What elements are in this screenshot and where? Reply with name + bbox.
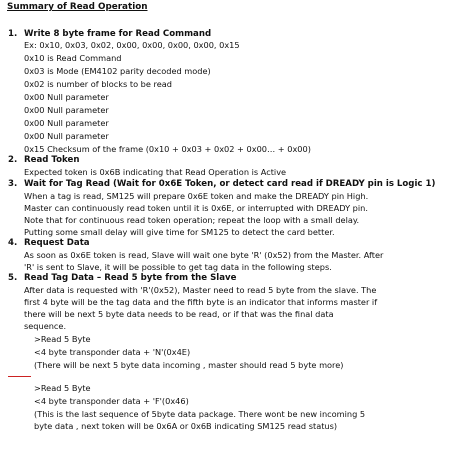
step-1-number: 1. <box>8 29 18 39</box>
step-5-line: first 4 byte will be the tag data and the fifth byte is an indicator that informs master if <box>24 297 378 307</box>
block-a-line: >Read 5 Byte <box>34 334 91 344</box>
block-a-line: (There will be next 5 byte data incoming , master should read 5 byte more) <box>34 360 344 370</box>
step-3-line: Master can continuously read token until it is 0x6E, or interrupted with DREADY pin. <box>24 203 368 213</box>
step-1-line: 0x00 Null parameter <box>24 131 109 141</box>
step-1-line: 0x02 is number of blocks to be read <box>24 79 172 89</box>
block-b-line: >Read 5 Byte <box>34 383 91 393</box>
step-4-line: As soon as 0x6E token is read, Slave will wait one byte 'R' (0x52) from the Master. After <box>24 250 384 260</box>
step-4-heading: Request Data <box>24 238 90 248</box>
step-3-number: 3. <box>8 179 18 189</box>
step-4-number: 4. <box>8 238 18 248</box>
step-1-line: Ex: 0x10, 0x03, 0x02, 0x00, 0x00, 0x00, 0x00, 0x15 <box>24 40 240 50</box>
block-b-line: <4 byte transponder data + 'F'(0x46) <box>34 396 189 406</box>
step-5-line: there will be next 5 byte data needs to be read, or if that was the final data <box>24 309 334 319</box>
step-5-number: 5. <box>8 273 18 283</box>
step-4-line: 'R' is sent to Slave, it will be possible to get tag data in the following steps. <box>24 262 332 272</box>
step-3-line: Putting some small delay will give time for SM125 to detect the card better. <box>24 227 335 237</box>
step-1-line: 0x03 is Mode (EM4102 parity decoded mode) <box>24 66 211 76</box>
block-b-line: (This is the last sequence of 5byte data package. There wont be new incoming 5 <box>34 409 366 419</box>
step-1-line: 0x10 is Read Command <box>24 53 122 63</box>
step-5-heading: Read Tag Data – Read 5 byte from the Slave <box>24 273 237 283</box>
step-1-line: 0x00 Null parameter <box>24 118 109 128</box>
document-title: Summary of Read Operation <box>7 2 148 12</box>
red-separator <box>8 376 31 377</box>
step-3-heading: Wait for Tag Read (Wait for 0x6E Token, or detect card read if DREADY pin is Logic 1) <box>24 179 436 189</box>
step-2-heading: Read Token <box>24 155 80 165</box>
step-1-line: 0x00 Null parameter <box>24 105 109 115</box>
step-5-line: sequence. <box>24 321 67 331</box>
step-3-line: When a tag is read, SM125 will prepare 0x6E token and make the DREADY pin High. <box>24 191 369 201</box>
step-1-line: 0x15 Checksum of the frame (0x10 + 0x03 + 0x02 + 0x00… + 0x00) <box>24 144 311 154</box>
step-3-line: Note that for continuous read token operation; repeat the loop with a small delay. <box>24 215 360 225</box>
block-a-line: <4 byte transponder data + 'N'(0x4E) <box>34 347 191 357</box>
step-1-heading: Write 8 byte frame for Read Command <box>24 29 212 39</box>
step-2-line: Expected token is 0x6B indicating that Read Operation is Active <box>24 167 287 177</box>
step-1-line: 0x00 Null parameter <box>24 92 109 102</box>
block-b-line: byte data , next token will be 0x6A or 0x6B indicating SM125 read status) <box>34 421 338 431</box>
step-2-number: 2. <box>8 155 18 165</box>
step-5-line: After data is requested with 'R'(0x52), Master need to read 5 byte from the slave. The <box>24 285 377 295</box>
